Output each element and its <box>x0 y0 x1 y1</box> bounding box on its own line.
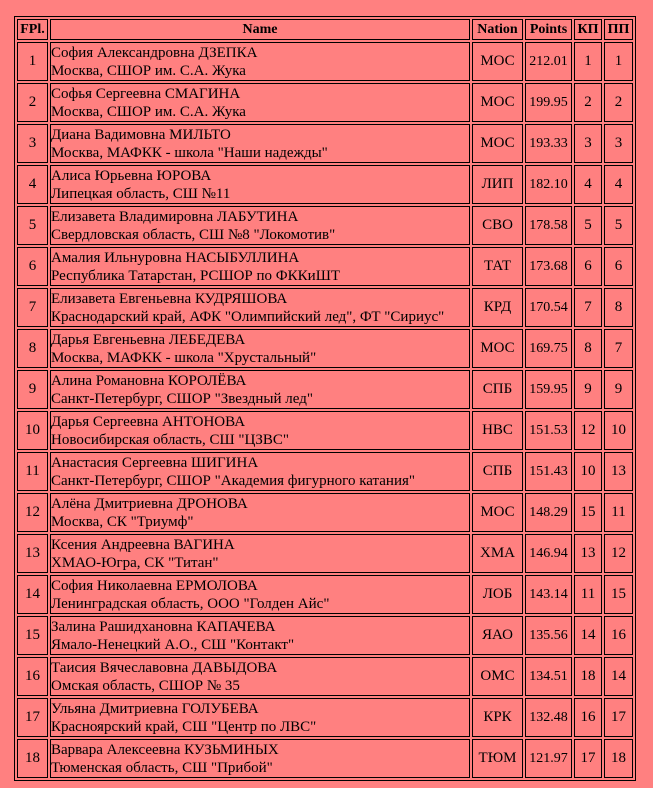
nation-cell: СПБ <box>472 370 523 409</box>
nation-cell: ТАТ <box>472 247 523 286</box>
skater-cell <box>50 534 470 573</box>
free-skating-place-cell: 17 <box>604 698 633 737</box>
free-skating-place-cell: 11 <box>604 493 633 532</box>
free-skating-place-cell: 1 <box>604 42 633 81</box>
points-cell: 135.56 <box>525 616 572 655</box>
points-cell: 199.95 <box>525 83 572 122</box>
free-skating-place-cell: 4 <box>604 165 633 204</box>
nation-cell: МОС <box>472 42 523 81</box>
table-row <box>17 575 633 614</box>
skater-cell <box>50 288 470 327</box>
skater-cell <box>50 616 470 655</box>
place-cell: 7 <box>17 288 48 327</box>
skater-cell <box>50 329 470 368</box>
skater-club: Свердловская область, СШ №8 "Локомотив" <box>51 226 336 243</box>
table-row <box>17 698 633 737</box>
skater-club: Ямало-Ненецкий А.О., СШ "Контакт" <box>51 636 295 653</box>
skater-cell <box>50 739 470 778</box>
table-row <box>17 493 633 532</box>
skater-club: Москва, СШОР им. С.А. Жука <box>51 62 246 79</box>
skater-name: Алиса Юрьевна ЮРОВА <box>51 167 212 184</box>
place-cell: 17 <box>17 698 48 737</box>
place-cell: 18 <box>17 739 48 778</box>
short-program-place-cell: 6 <box>574 247 602 286</box>
nation-cell: МОС <box>472 83 523 122</box>
table-row <box>17 247 633 286</box>
skater-name: Варвара Алексеевна КУЗЬМИНЫХ <box>51 741 279 758</box>
points-cell: 169.75 <box>525 329 572 368</box>
nation-cell: ТЮМ <box>472 739 523 778</box>
skater-name: Таисия Вячеславовна ДАВЫДОВА <box>51 659 278 676</box>
skater-cell <box>50 124 470 163</box>
points-cell: 173.68 <box>525 247 572 286</box>
skater-club: Ленинградская область, ООО "Голден Айс" <box>51 595 330 612</box>
skater-cell <box>50 247 470 286</box>
nation-cell: МОС <box>472 124 523 163</box>
skater-name: Дарья Сергеевна АНТОНОВА <box>51 413 246 430</box>
place-cell: 1 <box>17 42 48 81</box>
skater-name: Анастасия Сергеевна ШИГИНА <box>51 454 259 471</box>
short-program-place-cell: 14 <box>574 616 602 655</box>
nation-cell: МОС <box>472 493 523 532</box>
place-cell: 16 <box>17 657 48 696</box>
place-cell: 4 <box>17 165 48 204</box>
points-cell: 151.53 <box>525 411 572 450</box>
points-cell: 143.14 <box>525 575 572 614</box>
place-cell: 9 <box>17 370 48 409</box>
free-skating-place-cell: 15 <box>604 575 633 614</box>
skater-name: Ульяна Дмитриевна ГОЛУБЕВА <box>51 700 259 717</box>
skater-cell <box>50 452 470 491</box>
table-row <box>17 452 633 491</box>
skater-name: Елизавета Владимировна ЛАБУТИНА <box>51 208 299 225</box>
points-cell: 159.95 <box>525 370 572 409</box>
short-program-place-cell: 10 <box>574 452 602 491</box>
nation-cell: СВО <box>472 206 523 245</box>
points-cell: 182.10 <box>525 165 572 204</box>
nation-cell: ХМА <box>472 534 523 573</box>
header-sp: КП <box>574 19 602 40</box>
free-skating-place-cell: 9 <box>604 370 633 409</box>
nation-cell: ЛИП <box>472 165 523 204</box>
short-program-place-cell: 9 <box>574 370 602 409</box>
free-skating-place-cell: 8 <box>604 288 633 327</box>
points-cell: 212.01 <box>525 42 572 81</box>
table-row <box>17 83 633 122</box>
points-cell: 193.33 <box>525 124 572 163</box>
table-row <box>17 206 633 245</box>
place-cell: 2 <box>17 83 48 122</box>
skater-name: Ксения Андреевна ВАГИНА <box>51 536 235 553</box>
place-cell: 6 <box>17 247 48 286</box>
skater-club: Москва, СШОР им. С.А. Жука <box>51 103 246 120</box>
place-cell: 8 <box>17 329 48 368</box>
skater-cell <box>50 411 470 450</box>
free-skating-place-cell: 2 <box>604 83 633 122</box>
table-row <box>17 657 633 696</box>
table-row <box>17 329 633 368</box>
short-program-place-cell: 7 <box>574 288 602 327</box>
free-skating-place-cell: 10 <box>604 411 633 450</box>
nation-cell: СПБ <box>472 452 523 491</box>
skater-club: Красноярский край, СШ "Центр по ЛВС" <box>51 718 317 735</box>
short-program-place-cell: 2 <box>574 83 602 122</box>
skater-name: Алёна Дмитриевна ДРОНОВА <box>51 495 248 512</box>
short-program-place-cell: 11 <box>574 575 602 614</box>
short-program-place-cell: 17 <box>574 739 602 778</box>
nation-cell: МОС <box>472 329 523 368</box>
place-cell: 14 <box>17 575 48 614</box>
short-program-place-cell: 4 <box>574 165 602 204</box>
place-cell: 5 <box>17 206 48 245</box>
points-cell: 146.94 <box>525 534 572 573</box>
skater-cell <box>50 42 470 81</box>
points-cell: 148.29 <box>525 493 572 532</box>
skater-club: ХМАО-Югра, СК "Титан" <box>51 554 219 571</box>
place-cell: 12 <box>17 493 48 532</box>
nation-cell: ЯАО <box>472 616 523 655</box>
nation-cell: КРК <box>472 698 523 737</box>
header-fs: ПП <box>604 19 633 40</box>
free-skating-place-cell: 6 <box>604 247 633 286</box>
free-skating-place-cell: 3 <box>604 124 633 163</box>
points-cell: 121.97 <box>525 739 572 778</box>
points-cell: 151.43 <box>525 452 572 491</box>
header-points: Points <box>525 19 572 40</box>
place-cell: 11 <box>17 452 48 491</box>
short-program-place-cell: 18 <box>574 657 602 696</box>
points-cell: 170.54 <box>525 288 572 327</box>
skater-name: Дарья Евгеньевна ЛЕБЕДЕВА <box>51 331 246 348</box>
short-program-place-cell: 3 <box>574 124 602 163</box>
skater-cell <box>50 657 470 696</box>
skater-cell <box>50 165 470 204</box>
header-name: Name <box>50 19 470 40</box>
header-place: FPl. <box>17 19 48 40</box>
skater-club: Новосибирская область, СШ "ЦЗВС" <box>51 431 290 448</box>
skater-club: Санкт-Петербург, СШОР "Академия фигурного катания" <box>51 472 416 489</box>
skater-club: Москва, МАФКК - школа "Хрустальный" <box>51 349 317 366</box>
points-cell: 178.58 <box>525 206 572 245</box>
skater-club: Санкт-Петербург, СШОР "Звездный лед" <box>51 390 313 407</box>
skater-cell <box>50 493 470 532</box>
short-program-place-cell: 1 <box>574 42 602 81</box>
table-row <box>17 124 633 163</box>
free-skating-place-cell: 14 <box>604 657 633 696</box>
free-skating-place-cell: 16 <box>604 616 633 655</box>
nation-cell: НВС <box>472 411 523 450</box>
skater-name: София Николаевна ЕРМОЛОВА <box>51 577 258 594</box>
table-row <box>17 616 633 655</box>
skater-club: Омская область, СШОР № 35 <box>51 677 240 694</box>
free-skating-place-cell: 18 <box>604 739 633 778</box>
skater-name: София Александровна ДЗЕПКА <box>51 44 258 61</box>
skater-name: Амалия Ильнуровна НАСЫБУЛЛИНА <box>51 249 300 266</box>
short-program-place-cell: 13 <box>574 534 602 573</box>
skater-cell <box>50 83 470 122</box>
short-program-place-cell: 5 <box>574 206 602 245</box>
table-row <box>17 165 633 204</box>
nation-cell: ЛОБ <box>472 575 523 614</box>
short-program-place-cell: 15 <box>574 493 602 532</box>
short-program-place-cell: 8 <box>574 329 602 368</box>
skater-name: Елизавета Евгеньевна КУДРЯШОВА <box>51 290 288 307</box>
short-program-place-cell: 16 <box>574 698 602 737</box>
points-cell: 134.51 <box>525 657 572 696</box>
table-row <box>17 288 633 327</box>
nation-cell: КРД <box>472 288 523 327</box>
short-program-place-cell: 12 <box>574 411 602 450</box>
skater-cell <box>50 698 470 737</box>
skater-club: Москва, СК "Триумф" <box>51 513 194 530</box>
results-table <box>14 16 636 781</box>
free-skating-place-cell: 13 <box>604 452 633 491</box>
skater-cell <box>50 206 470 245</box>
skater-cell <box>50 575 470 614</box>
table-row <box>17 739 633 778</box>
table-row <box>17 534 633 573</box>
skater-name: Алина Романовна КОРОЛЁВА <box>51 372 247 389</box>
points-cell: 132.48 <box>525 698 572 737</box>
place-cell: 13 <box>17 534 48 573</box>
table-row <box>17 411 633 450</box>
skater-name: Диана Вадимовна МИЛЬТО <box>51 126 231 143</box>
free-skating-place-cell: 5 <box>604 206 633 245</box>
table-row <box>17 42 633 81</box>
skater-club: Москва, МАФКК - школа "Наши надежды" <box>51 144 328 161</box>
place-cell: 3 <box>17 124 48 163</box>
skater-cell <box>50 370 470 409</box>
header-row <box>17 19 633 40</box>
skater-club: Республика Татарстан, РСШОР по ФККиШТ <box>51 267 340 284</box>
header-nation: Nation <box>472 19 523 40</box>
nation-cell: ОМС <box>472 657 523 696</box>
skater-name: Залина Рашидхановна КАПАЧЕВА <box>51 618 276 635</box>
skater-club: Краснодарский край, АФК "Олимпийский лед", ФТ "Сириус" <box>51 308 445 325</box>
free-skating-place-cell: 12 <box>604 534 633 573</box>
place-cell: 15 <box>17 616 48 655</box>
place-cell: 10 <box>17 411 48 450</box>
results-body <box>17 42 633 778</box>
skater-club: Тюменская область, СШ "Прибой" <box>51 759 273 776</box>
table-row <box>17 370 633 409</box>
skater-name: Софья Сергеевна СМАГИНА <box>51 85 241 102</box>
free-skating-place-cell: 7 <box>604 329 633 368</box>
skater-club: Липецкая область, СШ №11 <box>51 185 231 202</box>
